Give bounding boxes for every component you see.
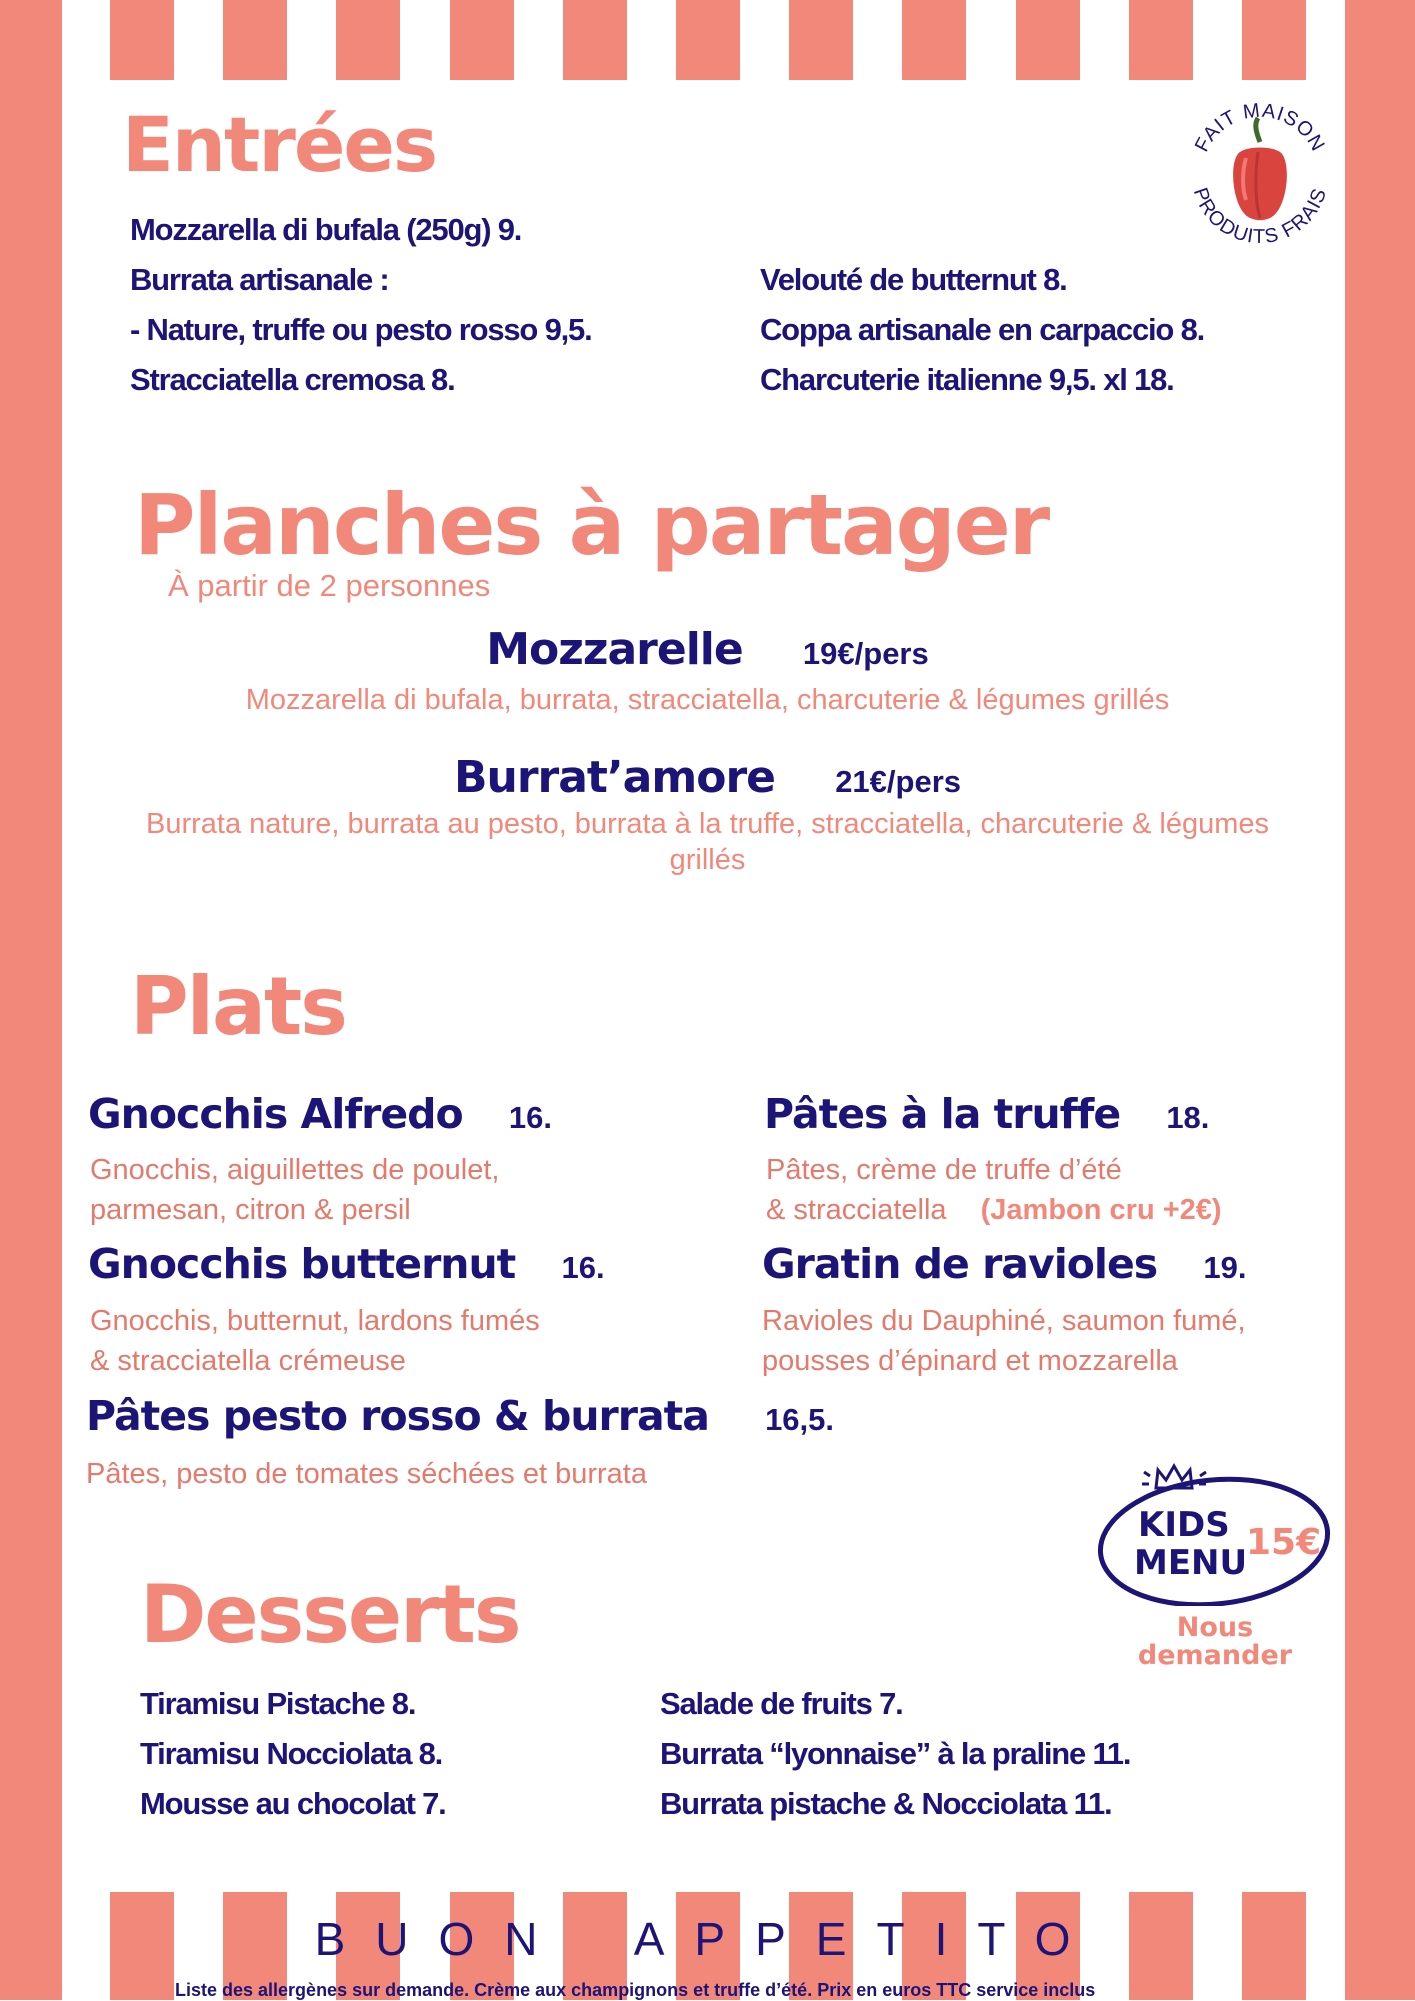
plat-desc-line2 [766,1194,1222,1227]
kids-note [1094,1614,1336,1670]
plat-name: Pâtes pesto rosso & burrata [86,1392,709,1440]
kids-line1: KIDS [1138,1505,1230,1545]
svg-text:FAIT MAISON [1191,99,1329,155]
dessert-item: Burrata pistache & Nocciolata 11. [660,1786,1112,1821]
plat-pates-pesto [86,1392,834,1440]
right-border-stripe [1345,0,1415,2000]
buon-appetito: BUON APPETITO [314,1913,1101,1965]
desserts-title: Desserts [140,1568,520,1661]
plat-desc: & stracciatella [766,1194,947,1226]
planche-price: 21€/pers [835,764,962,799]
plat-name: Gnocchis Alfredo [88,1090,463,1138]
kids-menu-badge [1094,1446,1336,1606]
planche-desc: Mozzarella di bufala, burrata, stracciatella, charcuterie & légumes grillés [245,684,1170,716]
dessert-item: Tiramisu Nocciolata 8. [140,1736,443,1771]
dessert-item: Mousse au chocolat 7. [140,1786,446,1821]
entree-item: Charcuterie italienne 9,5. xl 18. [760,362,1174,397]
planche-mozzarelle [0,624,1415,675]
dessert-item: Burrata “lyonnaise” à la praline 11. [660,1736,1131,1771]
plat-name: Gratin de ravioles [762,1240,1158,1288]
planche-name: Burrat’amore [453,752,775,803]
pepper-icon [1233,118,1287,220]
kids-note-line1: Nous [1176,1612,1254,1643]
plat-desc: Gnocchis, butternut, lardons fumés [90,1305,540,1337]
planche-name: Mozzarelle [486,624,743,675]
plat-desc: Gnocchis, aiguillettes de poulet, [90,1154,500,1186]
planche-burratamore [0,752,1415,803]
plat-desc: Ravioles du Dauphiné, saumon fumé, [762,1305,1246,1337]
planche-desc: Burrata nature, burrata au pesto, burrata à la truffe, stracciatella, charcuterie & légumes grillés [146,808,1269,876]
plat-gnocchis-alfredo [88,1090,552,1138]
plat-desc: Pâtes, pesto de tomates séchées et burrata [86,1458,647,1490]
plat-price: 19. [1203,1250,1247,1285]
plat-price: 16,5. [765,1402,835,1437]
plat-pates-truffe [764,1090,1209,1138]
jambon-supplement: (Jambon cru +2€) [980,1194,1222,1226]
entree-item: Mozzarella di bufala (250g) 9. [130,212,522,247]
kids-note-line2: demander [1137,1640,1293,1671]
planches-title: Planches à partager [134,476,1049,574]
entree-item: Velouté de butternut 8. [760,262,1067,297]
plat-price: 18. [1166,1100,1210,1135]
badge-text-bottom: PRODUITS FRAIS [1188,185,1332,249]
plat-desc: & stracciatella crémeuse [90,1345,406,1377]
entree-item: - Nature, truffe ou pesto rosso 9,5. [130,312,592,347]
footer-note: Liste des allergènes sur demande. Crème aux champignons et truffe d’été. Prix en euros TTC service inclus [175,1980,1096,2000]
kids-line2: MENU [1134,1543,1248,1583]
dessert-item: Tiramisu Pistache 8. [140,1686,416,1721]
plat-price: 16. [508,1100,552,1135]
plat-gratin-ravioles [762,1240,1246,1288]
entree-item: Coppa artisanale en carpaccio 8. [760,312,1205,347]
plat-desc: Pâtes, crème de truffe d’été [766,1154,1122,1186]
plat-desc: parmesan, citron & persil [90,1194,411,1226]
plat-price: 16. [561,1250,605,1285]
entrees-title: Entrées [122,100,437,189]
entree-item: Stracciatella cremosa 8. [130,362,455,397]
planche-price: 19€/pers [802,636,929,671]
plats-title: Plats [130,960,346,1053]
kids-price: 15€ [1246,1522,1322,1563]
planches-subtitle: À partir de 2 personnes [168,568,491,603]
dessert-item: Salade de fruits 7. [660,1686,903,1721]
plat-gnocchis-butternut [88,1240,605,1288]
plat-name: Pâtes à la truffe [764,1090,1121,1138]
badge-text-top: FAIT MAISON [1190,99,1330,156]
left-border-stripe [0,0,62,2000]
fait-maison-badge [1170,80,1350,260]
plat-name: Gnocchis butternut [88,1240,516,1288]
plat-desc: pousses d’épinard et mozzarella [762,1345,1178,1377]
top-stripes [110,0,1306,80]
entree-item: Burrata artisanale : [130,262,389,297]
